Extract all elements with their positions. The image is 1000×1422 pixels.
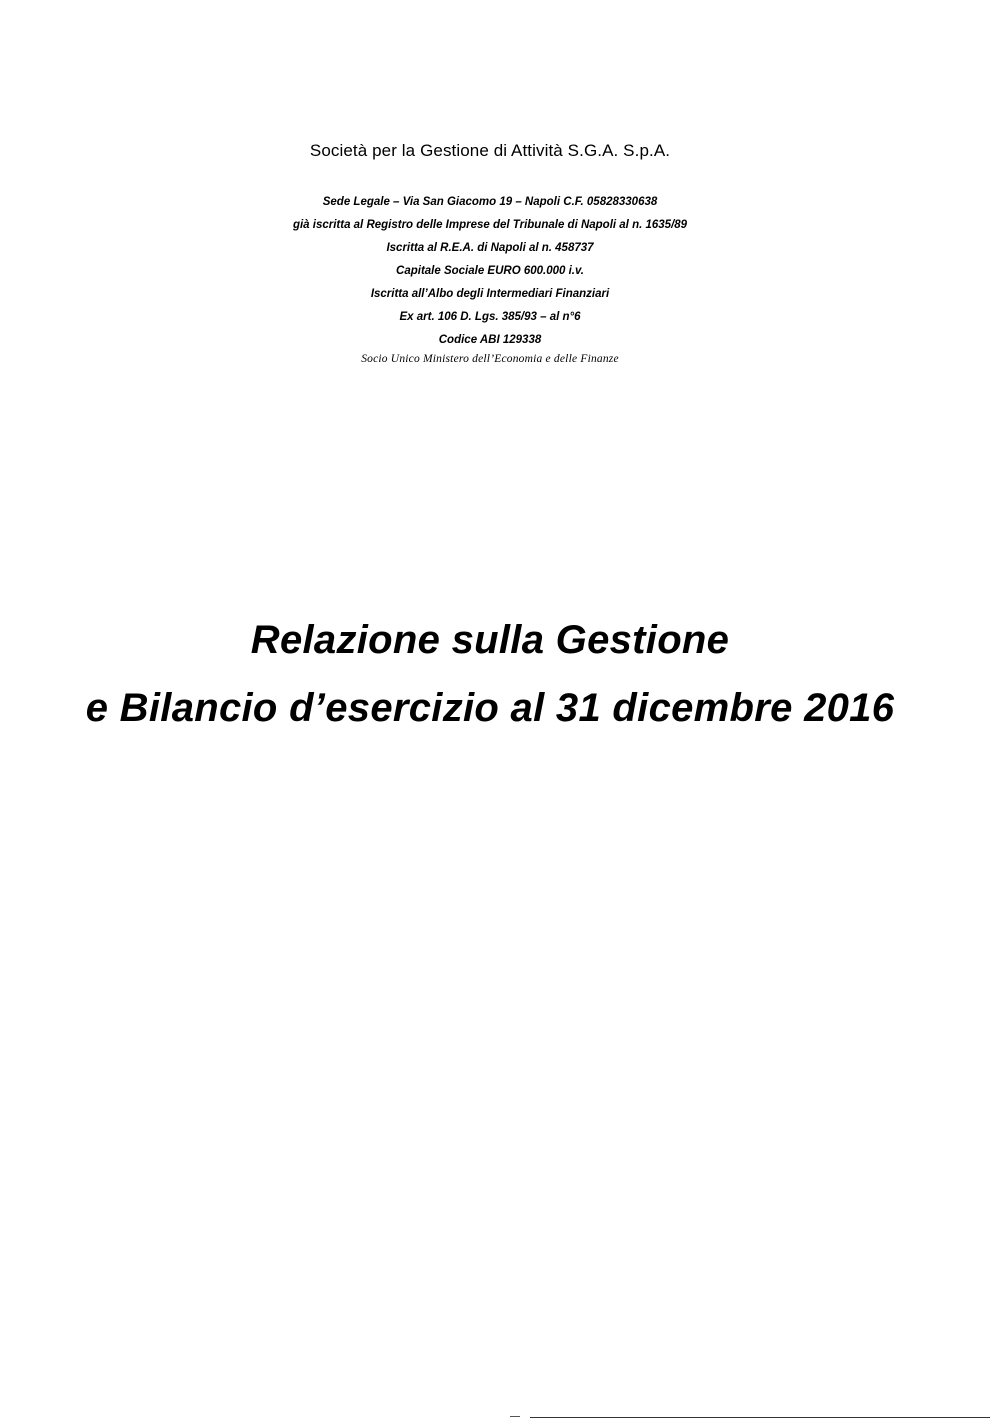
footer-divider [530,1417,990,1418]
company-register-line: già iscritta al Registro delle Imprese del Tribunale di Napoli al n. 1635/89 [292,219,688,231]
sole-shareholder-line: Socio Unico Ministero dell’Economia e delle Finanze [361,353,619,365]
share-capital-line: Capitale Sociale EURO 600.000 i.v. [396,265,584,277]
registered-office-line: Sede Legale – Via San Giacomo 19 – Napoli C.F. 05828330638 [322,196,658,208]
abi-code-line: Codice ABI 129338 [438,334,542,346]
footer-divider-fragment [510,1416,520,1417]
company-name: Società per la Gestione di Attività S.G.A. S.p.A. [309,141,671,160]
rea-line: Iscritta al R.E.A. di Napoli al n. 458737 [386,242,594,254]
report-subtitle: e Bilancio d’esercizio al 31 dicembre 2016 [85,686,895,730]
legal-info-block [0,191,980,352]
financial-intermediaries-line: Iscritta all’Albo degli Intermediari Finanziari [370,288,610,300]
report-title: Relazione sulla Gestione [250,618,730,662]
legal-article-line: Ex art. 106 D. Lgs. 385/93 – al n°6 [399,311,581,323]
